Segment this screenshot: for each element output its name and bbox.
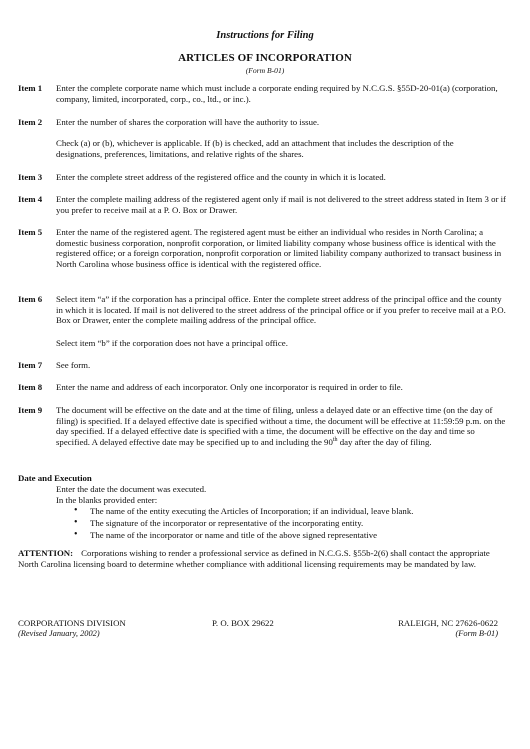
ordinal-suffix: th: [332, 437, 338, 444]
attention-label: ATTENTION:: [18, 548, 74, 558]
item-label: Item 6: [18, 294, 43, 304]
item-text: Enter the name of the registered agent. The registered agent must be either an individual who resides in North Carolina; a domestic business corporation, nonprofit corporation, or limited liability company whose business office is identical with the registered office; or a foreign corporation, nonprofit corporation or limited liability company authorized to transact business in North Carolina whose business office is identical with the registered office.: [56, 227, 502, 270]
item-label: Item 8: [18, 382, 43, 392]
execution-line-1: Enter the date the document was executed.: [56, 484, 207, 494]
footer-form-code: (Form B-01): [455, 628, 498, 638]
item-label: Item 2: [18, 117, 43, 127]
execution-bullet-list: [56, 506, 496, 543]
item-text: [56, 405, 506, 448]
list-item: • The name of the incorporator or name and title of the above signed representative: [56, 530, 496, 541]
instructions-heading: Instructions for Filing: [216, 30, 314, 41]
attention-notice: [18, 548, 510, 569]
item-text: Enter the complete street address of the registered office and the county in which it is located.: [56, 172, 386, 182]
list-item: • The signature of the incorporator or representative of the incorporating entity.: [56, 518, 496, 529]
item-9-text: The document will be effective on the date and at the time of filing, unless a delayed date or an effective time (on the day of filing) is specified. If a delayed effective date is specified without a time, the document will be effective at 11:59:59 p.m. on the day specified. If a delayed effective date is specified with a time, the document will be effective on the day and time so specified. A delayed effective date may be specified up to and including the 90: [56, 405, 506, 448]
date-execution-heading: Date and Execution: [18, 473, 92, 483]
item-text: Enter the complete corporate name which must include a corporate ending required by N.C.G.S. §55D-20-01(a) (corporation, company, limited, incorporated, corp., co., ltd., or inc.).: [56, 83, 498, 104]
city-address: RALEIGH, NC 27626-0622: [398, 618, 498, 628]
item-label: Item 7: [18, 360, 43, 370]
item-label: Item 5: [18, 227, 43, 237]
item-text: Enter the complete mailing address of the registered agent only if mail is not delivered to the street address stated in Item 3 or if you prefer to receive mail at a P. O. Box or Drawer.: [56, 194, 506, 215]
item-label: Item 3: [18, 172, 43, 182]
item-9-text-end: day after the day of filing.: [337, 437, 432, 448]
execution-line-2: In the blanks provided enter:: [56, 495, 158, 505]
footer-right: [398, 618, 498, 639]
item-text: Enter the name and address of each incorporator. Only one incorporator is required in order to file.: [56, 382, 403, 392]
item-text: Enter the number of shares the corporation will have the authority to issue.: [56, 117, 320, 127]
list-item: • The name of the entity executing the Articles of Incorporation; if an individual, leave blank.: [56, 506, 496, 517]
revised-date: (Revised January, 2002): [18, 628, 100, 638]
footer-left: [18, 618, 126, 639]
footer-po-box: P. O. BOX 29622: [212, 618, 274, 628]
division-name: CORPORATIONS DIVISION: [18, 618, 126, 628]
item-2-subtext: Check (a) or (b), whichever is applicable. If (b) is checked, add an attachment that includes the description of the designations, preferences, limitations, and relative rights of the shares.: [56, 138, 454, 159]
item-text: Select item “a” if the corporation has a principal office. Enter the complete street address of the principal office and the county in which it is located. If mail is not delivered to the street address of the principal office or if you prefer to receive mail at a P.O. Box or Drawer, enter the complete mailing address of the principal office.: [56, 294, 506, 326]
item-6-subtext: Select item “b” if the corporation does not have a principal office.: [56, 338, 288, 348]
attention-text: Corporations wishing to render a professional service as defined in N.C.G.S. §55b-2(6) shall contact the appropriate North Carolina licensing board to determine whether compliance with additional licensing requirements may be mandated by law.: [18, 548, 490, 569]
item-label: Item 1: [18, 83, 43, 93]
form-code: (Form B-01): [245, 66, 285, 75]
item-label: Item 9: [18, 405, 43, 415]
item-label: Item 4: [18, 194, 43, 204]
item-text: See form.: [56, 360, 91, 370]
document-title: ARTICLES OF INCORPORATION: [178, 52, 352, 64]
